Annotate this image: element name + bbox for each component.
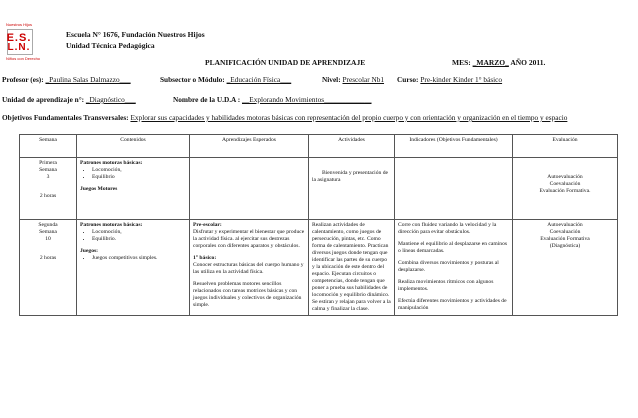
subsector-label: Subsector o Módulo: bbox=[160, 75, 225, 84]
subsector-field bbox=[160, 75, 291, 84]
logo-letters-bottom: L.N. bbox=[7, 42, 31, 53]
evaluacion-line: (Diagnóstica) bbox=[549, 243, 581, 249]
objetivos-transversales bbox=[2, 113, 616, 122]
list-item: • Locomoción, bbox=[92, 229, 186, 236]
nivel-value: Prescolar Nb1 bbox=[342, 75, 385, 84]
aprendizaje-text: Conocer estructuras básicas del cuerpo humano y las utiliza en la actividad física. bbox=[193, 262, 304, 275]
unidad-value: _Diagnóstico___ bbox=[85, 95, 136, 104]
date-line bbox=[452, 58, 545, 67]
semana-line: Segunda bbox=[38, 222, 58, 228]
profesor-label: Profesor (es): bbox=[2, 75, 44, 84]
curso-label: Curso: bbox=[397, 75, 419, 84]
semana-line: Semana bbox=[39, 167, 57, 173]
header-contenidos: Contenidos bbox=[77, 135, 190, 158]
indicador-text: Efectúa diferentes movimientos y actividades de manipulación bbox=[398, 298, 507, 311]
table-row bbox=[20, 158, 618, 220]
actividades-text: Bienvenida y presentación de la asignatura bbox=[312, 170, 389, 183]
aprendizaje-level: Pre-escolar: bbox=[193, 222, 222, 228]
contenidos-list bbox=[80, 167, 186, 181]
actividades-text: Realizan actividades de calentamiento, como juegos de persecución, pintas, etc. Como forma de calentamiento. Practican diversos juegos donde tengan que identificar las partes de su cuerpo y la ubicación de este dentro del espacio. Ejecutan circuitos o competencias, donde tengan que poner a prueba sus habilidades de locomoción y equilibrio dinámico. Se estiran y relajan para volver a la calma y finalizar la clase. bbox=[312, 222, 391, 312]
header-evaluacion: Evaluación bbox=[513, 135, 618, 158]
evaluacion-line: Autoevaluación bbox=[547, 222, 583, 228]
indicador-text: Realiza movimientos rítmicos con algunos implementos. bbox=[398, 279, 494, 292]
semana-cell bbox=[20, 158, 77, 220]
indicadores-cell bbox=[395, 220, 513, 316]
aprendizaje-text: Disfrutar y experimentar el bienestar que produce la actividad física. al ejercitar sus destrezas corporales con diferentes aparatos y obstáculos. bbox=[193, 229, 305, 249]
objetivos-label: Objetivos Fundamentales Transversales: bbox=[2, 113, 129, 122]
unidad-field bbox=[2, 95, 136, 104]
indicador-text: Mantiene el equilibrio al desplazarse en caminos o líneas demarcadas. bbox=[398, 241, 508, 254]
evaluacion-line: Autoevaluación bbox=[547, 174, 583, 180]
table-header-row bbox=[20, 135, 618, 158]
contenidos-title: Patrones motoras básicas: bbox=[80, 222, 143, 228]
evaluacion-line: Evaluación Formativa. bbox=[539, 188, 591, 194]
school-name: Escuela N° 1676, Fundación Nuestros Hijos bbox=[66, 30, 205, 39]
month-value: _MARZO_ bbox=[472, 58, 509, 67]
aprendizaje-level: 1° básico: bbox=[193, 255, 217, 261]
semana-line: 3 bbox=[46, 174, 50, 180]
school-logo bbox=[4, 22, 41, 68]
subsector-value: _Educación Física___ bbox=[226, 75, 292, 84]
year-value: AÑO 2011. bbox=[510, 58, 546, 67]
list-item: • Juegos competitivos simples. bbox=[92, 255, 186, 262]
semana-line: Primera bbox=[39, 160, 57, 166]
semana-cell bbox=[20, 220, 77, 316]
semana-line: 10 bbox=[45, 236, 51, 242]
evaluacion-cell bbox=[513, 220, 618, 316]
profesor-field bbox=[2, 75, 131, 84]
actividades-cell bbox=[309, 158, 395, 220]
header-indicadores: Indicadores (Objetivos Fundamentales) bbox=[395, 135, 513, 158]
list-item: • Equilibrio. bbox=[92, 236, 186, 243]
objetivos-text: Explorar sus capacidades y habilidades motoras básicas con representación del propio cuerpo y con orientación y organización en el tiempo y espacio bbox=[130, 113, 568, 122]
unidad-label: Unidad de aprendizaje n°: bbox=[2, 95, 85, 104]
evaluacion-cell bbox=[513, 158, 618, 220]
evaluacion-line: Coevaluación bbox=[549, 229, 581, 235]
logo-letters-top: E.S. bbox=[6, 32, 32, 44]
list-item: • Equilibrio bbox=[92, 174, 186, 181]
aprendizaje-text: Resuelven problemas motores sencillos relacionados con tareas motrices básicas y con juegos individuales y colectivos de organización simple. bbox=[193, 281, 302, 308]
header-actividades: Actividades bbox=[309, 135, 395, 158]
juegos-list bbox=[80, 255, 186, 262]
curso-value: Pre-kinder Kinder 1° básico bbox=[420, 75, 503, 84]
juegos-title: Juegos: bbox=[80, 248, 99, 254]
month-label: MES: bbox=[452, 58, 471, 67]
indicadores-cell bbox=[395, 158, 513, 220]
uda-name-value: __Explorando Movimientos_____________ bbox=[241, 95, 372, 104]
semana-line: Semana bbox=[39, 229, 57, 235]
curso-field bbox=[397, 75, 502, 84]
indicador-text: Combina diversos movimientos y posturas al desplazarse. bbox=[398, 260, 499, 273]
evaluacion-line: Evaluación Formativa bbox=[540, 236, 590, 242]
contenidos-title: Patrones motoras básicas: bbox=[80, 160, 143, 166]
uda-name-field bbox=[173, 95, 372, 104]
logo-top-text: Nuestros Hijos bbox=[6, 22, 33, 27]
aprendizajes-cell bbox=[190, 158, 309, 220]
list-item: • Locomoción, bbox=[92, 167, 186, 174]
evaluacion-line: Coevaluación bbox=[549, 181, 581, 187]
nivel-label: Nivel: bbox=[322, 75, 341, 84]
nivel-field bbox=[322, 75, 384, 84]
document-title: PLANIFICACIÓN UNIDAD DE APRENDIZAJE bbox=[205, 58, 366, 67]
header-semana: Semana bbox=[20, 135, 77, 158]
contenidos-cell bbox=[77, 158, 190, 220]
contenidos-list bbox=[80, 229, 186, 243]
table-row bbox=[20, 220, 618, 316]
profesor-value: _Paulina Salas Dalmazzo___ bbox=[45, 75, 131, 84]
juegos-motores-text: Juegos Motores bbox=[80, 186, 118, 192]
horas-text: 2 horas bbox=[39, 255, 57, 261]
logo-bottom-text: Niños con Derecho bbox=[6, 56, 41, 61]
uda-name-label: Nombre de la U.D.A : bbox=[173, 95, 241, 104]
header-aprendizajes: Aprendizajes Esperados bbox=[190, 135, 309, 158]
contenidos-cell bbox=[77, 220, 190, 316]
unit-name: Unidad Técnica Pedagógica bbox=[66, 41, 155, 50]
aprendizajes-cell bbox=[190, 220, 309, 316]
indicador-text: Corre con fluidez variando la velocidad y la dirección para evitar obstáculos. bbox=[398, 222, 497, 235]
horas-text: 2 horas bbox=[39, 193, 57, 199]
planning-table bbox=[19, 134, 618, 316]
actividades-cell bbox=[309, 220, 395, 316]
